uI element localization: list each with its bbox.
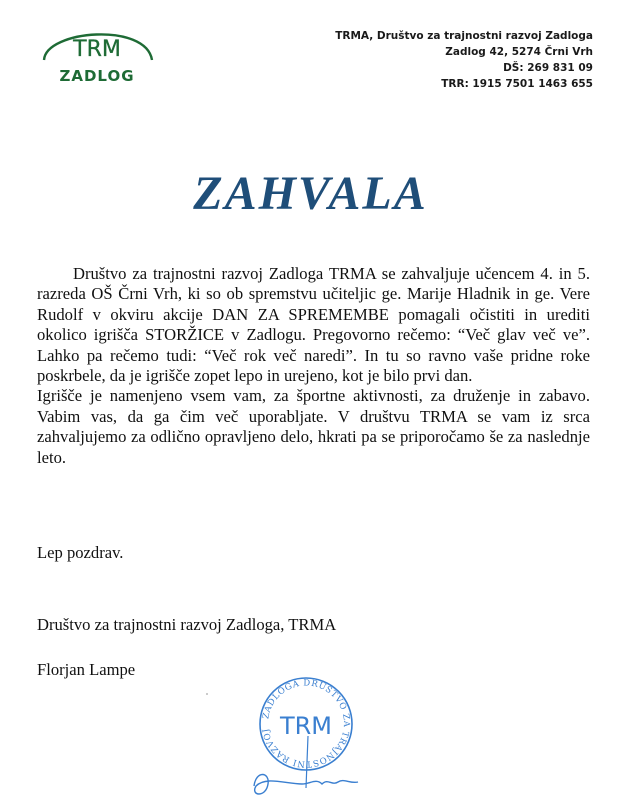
trma-zadlog-logo [38, 18, 156, 88]
org-tax-number: DŠ: 269 831 09 [503, 62, 593, 74]
closing-greeting: Lep pozdrav. [37, 543, 124, 562]
letter-title: ZAHVALA [193, 167, 428, 220]
stamp-monogram: TRM [279, 712, 333, 740]
logo-monogram: TRM [73, 37, 121, 62]
org-bank-account: TRR: 1915 7501 1463 655 [441, 78, 593, 90]
logo-graphic [38, 18, 156, 88]
org-name-line: TRMA, Društvo za trajnostni razvoj Zadloga [335, 30, 593, 42]
scan-speck [206, 693, 208, 695]
stamp-ring-text: ZADLOGA DRUŠTVO ZA TRAJNOSTNI RAZVOJ [261, 678, 352, 769]
signature-organization: Društvo za trajnostni razvoj Zadloga, TRMA [37, 615, 337, 634]
body-paragraph-2: Igrišče je namenjeno vsem vam, za športne aktivnosti, za druženje in zabavo. Vabim vas, da ga čim več uporabljate. V društvu TRMA se vam iz srca zahvaljujemo za odlično opravljeno delo, hkrati pa se priporočamo še za naslednje leto. [37, 386, 590, 467]
body-paragraph-1: Društvo za trajnostni razvoj Zadloga TRMA se zahvaljuje učencem 4. in 5. razreda OŠ Črni Vrh, ki so ob spremstvu učiteljic ge. Marije Hladnik in ge. Vere Rudolf v okviru akcije DAN ZA SPREMEMBE pomagali očistiti in urediti okolico igrišča STORŽICE v Zadlogu. Pregovorno rečemo: “Več glav več ve”. Lahko pa rečemo tudi: “Več rok več naredi”. In tu so ravno vaše pridne roke poskrbele, da je igrišče zopet lepo in urejeno, kot je bilo prvi dan. [37, 264, 590, 386]
org-address-line: Zadlog 42, 5274 Črni Vrh [445, 46, 593, 58]
signature-name: Florjan Lampe [37, 660, 136, 679]
official-stamp [246, 674, 366, 802]
stamp-graphic [246, 674, 366, 802]
letter-body [37, 264, 590, 468]
logo-name: ZADLOG [59, 67, 135, 85]
organization-header [335, 28, 593, 92]
